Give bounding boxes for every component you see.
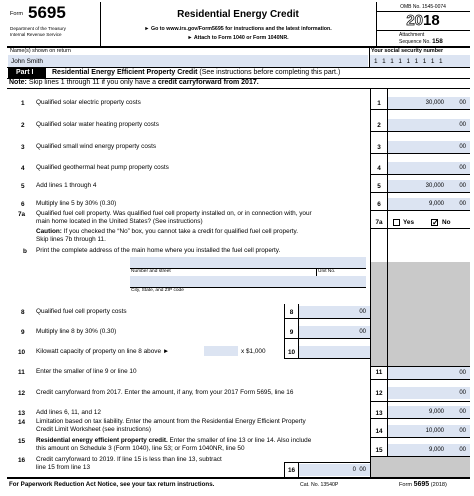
shaded-area-bottom <box>371 457 470 477</box>
line-2-text: Qualified solar water heating property costs <box>36 121 159 128</box>
form-footer-label: Form 5695 (2018) <box>399 481 447 488</box>
shaded-column <box>371 262 387 366</box>
line-8-amount-field[interactable]: 00 <box>299 306 370 318</box>
line-6-box: 6 <box>377 201 381 208</box>
line-9-number: 9 <box>21 329 25 336</box>
line-14-text-1: Limitation based on tax liability. Enter the amount from the Residential Energy Efficient Property <box>36 418 306 425</box>
part-title: Residential Energy Efficient Property Credit (See instructions before completing this part.) <box>52 69 341 76</box>
yes-checkbox[interactable] <box>393 219 400 226</box>
attachment-label: Attachment <box>399 32 425 38</box>
line-11-number: 11 <box>18 369 25 376</box>
kilowatt-capacity-field[interactable] <box>204 346 238 356</box>
line-1-box: 1 <box>377 100 381 107</box>
line-8-box: 8 <box>289 309 294 316</box>
no-checkbox[interactable] <box>431 219 438 226</box>
irs-label: Internal Revenue Service <box>10 32 62 37</box>
no-label: No <box>442 219 451 226</box>
line-1-number: 1 <box>21 100 25 107</box>
line-2-box: 2 <box>377 122 381 129</box>
caution-text: Caution: If you checked the “No” box, you cannot take a credit for qualified fuel cell property. <box>36 228 299 235</box>
line-16-text-1: Credit carryforward to 2019. If line 15 is less than line 13, subtract <box>36 456 222 463</box>
sequence-label: Sequence No. 158 <box>399 38 443 45</box>
line-10-number: 10 <box>18 349 26 356</box>
form-title: Residential Energy Credit <box>177 9 299 20</box>
line-10-amount-field[interactable] <box>299 346 370 358</box>
city-label: City, State, and ZIP code <box>131 288 184 293</box>
goto-instructions: ► Go to www.irs.gov/Form5695 for instructions and the latest information. <box>144 26 332 32</box>
line-11-text: Enter the smaller of line 9 or line 10 <box>36 368 137 375</box>
names-label: Name(s) shown on return <box>10 48 71 54</box>
line-16-amount-field[interactable]: 0 00 <box>299 464 370 476</box>
line-1-amount-field[interactable]: 30,000 00 <box>388 97 470 109</box>
line-15-text-2: this amount on Schedule 3 (Form 1040), line 53; or Form 1040NR, line 50 <box>36 445 245 452</box>
form-number: 5695 <box>28 3 66 22</box>
line-3-amount-field[interactable]: 00 <box>388 141 470 153</box>
ssn-label: Your social security number <box>371 48 444 54</box>
line-11-box: 11 <box>375 369 383 376</box>
line-12-text: Credit carryforward from 2017. Enter the amount, if any, from your 2017 Form 5695, line 16 <box>36 389 294 396</box>
form-label: Form <box>10 11 24 17</box>
line-14-number: 14 <box>18 419 26 426</box>
line-4-number: 4 <box>21 165 25 172</box>
yes-label: Yes <box>403 219 415 226</box>
line-3-number: 3 <box>21 144 25 151</box>
line-7a-text-2: main home located in the United States? (See instructions) <box>36 218 203 225</box>
unit-label: Unit No. <box>318 269 336 274</box>
shaded-area <box>388 262 470 366</box>
caution-text-2: Skip lines 7b through 11. <box>36 236 106 243</box>
part-note: Note: Skip lines 1 through 11 if you only have a credit carryforward from 2017. <box>9 79 259 86</box>
line-9-amount-field[interactable]: 00 <box>299 326 370 338</box>
line-7b-text: Print the complete address of the main home where you installed the fuel cell property. <box>36 247 281 254</box>
line-6-amount-field[interactable]: 9,000 00 <box>388 198 470 210</box>
line-14-text-2: Credit Limit Worksheet (see instructions) <box>36 426 151 433</box>
line-7a-text-1: Qualified fuel cell property. Was qualified fuel cell property installed on, or in connection with, your <box>36 210 312 217</box>
line-8-text: Qualified fuel cell property costs <box>36 308 127 315</box>
line-15-number: 15 <box>18 438 26 445</box>
line-2-amount-field[interactable]: 00 <box>388 119 470 131</box>
line-4-box: 4 <box>377 165 381 172</box>
line-4-amount-field[interactable]: 00 <box>388 162 470 174</box>
line-6-text: Multiply line 5 by 30% (0.30) <box>36 200 117 207</box>
street-address-field[interactable] <box>130 257 366 268</box>
line-14-amount-field[interactable]: 10,000 00 <box>388 425 470 437</box>
omb-number: OMB No. 1545-0074 <box>400 4 446 10</box>
line-7a-box: 7a <box>375 219 383 226</box>
line-13-amount-field[interactable]: 9,000 00 <box>388 406 470 418</box>
line-16-number: 16 <box>18 457 26 464</box>
dept-label: Department of the Treasury <box>10 26 66 31</box>
line-3-text: Qualified small wind energy property costs <box>36 143 157 150</box>
line-10-box: 10 <box>287 349 296 356</box>
tax-year: 2018 <box>406 12 440 29</box>
pra-notice: For Paperwork Reduction Act Notice, see your tax return instructions. <box>9 481 215 488</box>
ssn-field[interactable]: 1 1 1 1 1 1 1 1 1 <box>370 55 470 67</box>
line-13-text: Add lines 6, 11, and 12 <box>36 409 101 416</box>
cat-number: Cat. No. 13540P <box>300 482 339 488</box>
line-7a-number: 7a <box>18 211 26 218</box>
line-12-box: 12 <box>375 390 383 397</box>
line-11-amount-field[interactable]: 00 <box>388 367 470 379</box>
line-5-amount-field[interactable]: 30,000 00 <box>388 180 470 192</box>
part-label: Part I <box>8 68 46 78</box>
line-13-box: 13 <box>375 410 383 417</box>
line-14-box: 14 <box>375 428 383 435</box>
line-15-box: 15 <box>375 447 383 454</box>
line-16-box: 16 <box>287 467 296 474</box>
street-label: Number and street <box>131 269 171 274</box>
line-9-text: Multiply line 8 by 30% (0.30) <box>36 328 117 335</box>
line-9-box: 9 <box>289 329 294 336</box>
line-1-text: Qualified solar electric property costs <box>36 99 141 106</box>
line-10-multiplier: x $1,000 <box>241 348 266 355</box>
city-state-zip-field[interactable] <box>130 276 366 287</box>
line-12-number: 12 <box>18 390 26 397</box>
line-13-number: 13 <box>18 410 26 417</box>
line-2-number: 2 <box>21 122 25 129</box>
line-5-text: Add lines 1 through 4 <box>36 182 97 189</box>
checkmark-icon: ✓ <box>432 218 439 227</box>
name-field[interactable]: John Smith <box>8 55 368 67</box>
line-7b-number: b <box>23 248 27 255</box>
attach-instructions: ► Attach to Form 1040 or Form 1040NR. <box>187 35 289 41</box>
line-4-text: Qualified geothermal heat pump property costs <box>36 164 169 171</box>
line-5-number: 5 <box>21 183 25 190</box>
line-15-text-1: Residential energy efficient property credit. Enter the smaller of line 13 or line 14. Also include <box>36 437 312 444</box>
line-16-text-2: line 15 from line 13 <box>36 464 90 471</box>
line-6-number: 6 <box>21 201 25 208</box>
line-12-amount-field[interactable]: 00 <box>388 387 470 399</box>
line-10-text: Kilowatt capacity of property on line 8 above ► <box>36 348 170 355</box>
line-5-box: 5 <box>377 183 381 190</box>
line-15-amount-field[interactable]: 9,000 00 <box>388 444 470 456</box>
line-3-box: 3 <box>377 144 381 151</box>
line-8-number: 8 <box>21 309 25 316</box>
